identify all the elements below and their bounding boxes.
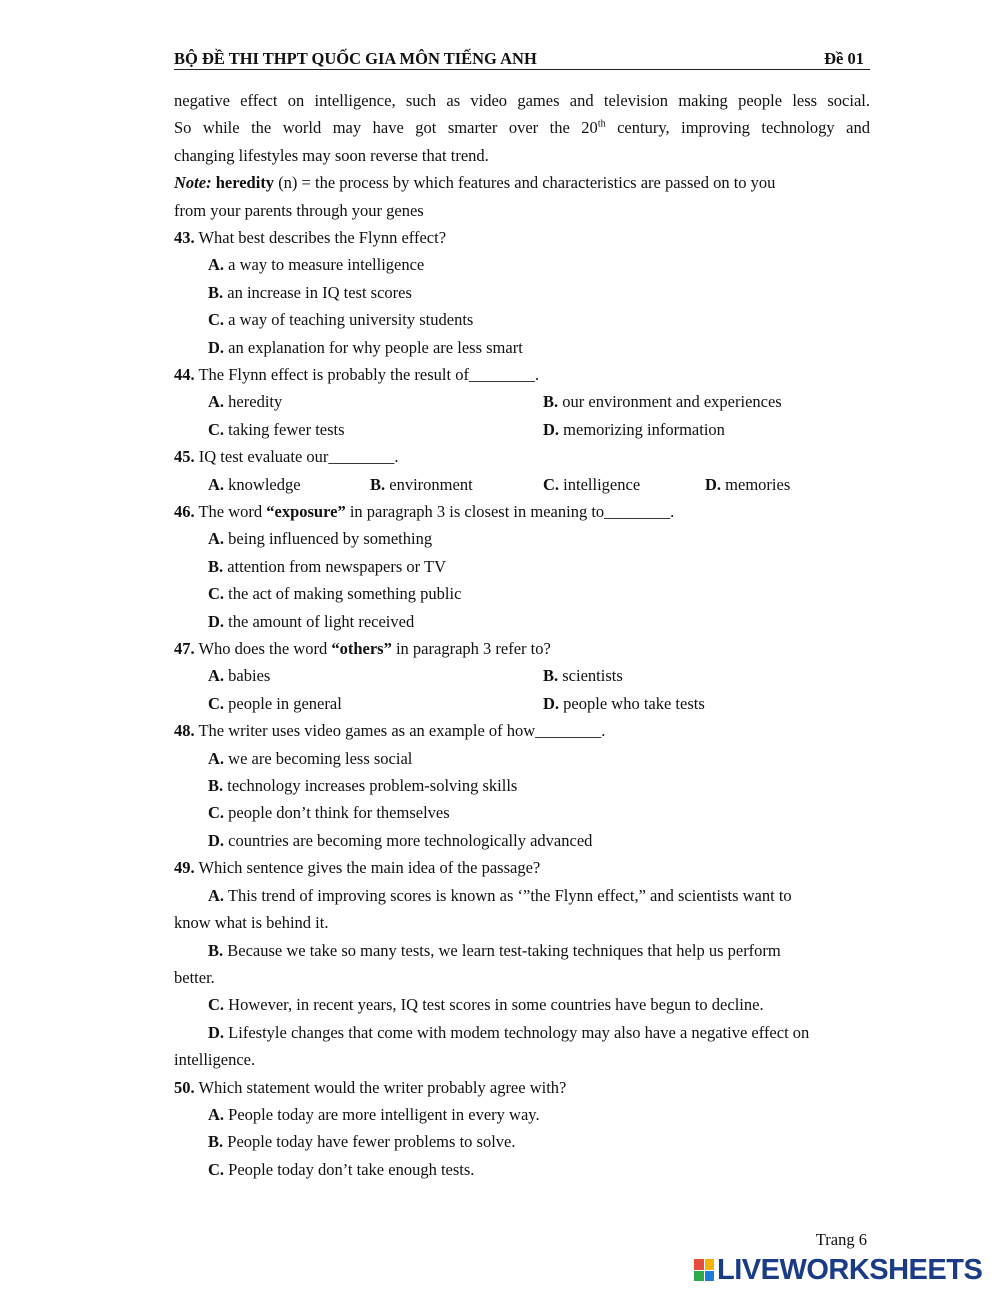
option-49-a[interactable]: A. This trend of improving scores is known as ‘”the Flynn effect,” and scientists want to <box>208 885 792 905</box>
option-48-a[interactable]: A. we are becoming less social <box>208 748 413 768</box>
option-44-d[interactable]: D. memorizing information <box>543 419 725 439</box>
exam-title: BỘ ĐỀ THI THPT QUỐC GIA MÔN TIẾNG ANH <box>174 49 537 68</box>
page-header <box>174 47 870 70</box>
passage-line: So while the world may have got smarter over the 20th century, improving technology and <box>174 118 871 138</box>
option-43-c[interactable]: C. a way of teaching university students <box>208 310 474 330</box>
option-49-d-continued: intelligence. <box>174 1050 256 1070</box>
options-row <box>174 388 870 415</box>
option-43-a[interactable]: A. a way to measure intelligence <box>208 255 425 275</box>
option-44-c[interactable]: C. taking fewer tests <box>208 419 345 439</box>
note: Note: heredity (n) = the process by which features and characteristics are passed on to you <box>174 173 776 193</box>
option-47-b[interactable]: B. scientists <box>543 666 623 686</box>
option-43-b[interactable]: B. an increase in IQ test scores <box>208 282 412 302</box>
option-50-c[interactable]: C. People today don’t take enough tests. <box>208 1159 475 1179</box>
question-47: 47. Who does the word “others” in paragraph 3 refer to? <box>174 639 551 659</box>
option-45-d[interactable]: D. memories <box>705 474 791 494</box>
option-45-c[interactable]: C. intelligence <box>543 474 641 494</box>
exam-code: Đề 01 <box>824 49 864 68</box>
option-46-b[interactable]: B. attention from newspapers or TV <box>208 556 446 576</box>
question-50: 50. Which statement would the writer probably agree with? <box>174 1077 567 1097</box>
option-45-a[interactable]: A. knowledge <box>208 474 301 494</box>
option-49-d[interactable]: D. Lifestyle changes that come with modem technology may also have a negative effect on <box>208 1022 810 1042</box>
liveworksheets-logo[interactable] <box>694 1253 983 1286</box>
passage-line: changing lifestyles may soon reverse that trend. <box>174 145 489 165</box>
liveworksheets-icon <box>694 1259 714 1281</box>
option-48-d[interactable]: D. countries are becoming more technologically advanced <box>208 830 593 850</box>
question-43: 43. What best describes the Flynn effect? <box>174 228 447 248</box>
option-45-b[interactable]: B. environment <box>370 474 473 494</box>
option-46-a[interactable]: A. being influenced by something <box>208 529 433 549</box>
option-44-a[interactable]: A. heredity <box>208 392 283 412</box>
option-46-c[interactable]: C. the act of making something public <box>208 584 462 604</box>
option-49-a-continued: know what is behind it. <box>174 913 329 933</box>
option-49-b[interactable]: B. Because we take so many tests, we learn test-taking techniques that help us perform <box>208 940 781 960</box>
page-number: Trang 6 <box>815 1230 867 1249</box>
option-49-c[interactable]: C. However, in recent years, IQ test scores in some countries have begun to decline. <box>208 995 764 1015</box>
option-46-d[interactable]: D. the amount of light received <box>208 611 415 631</box>
option-43-d[interactable]: D. an explanation for why people are less smart <box>208 337 523 357</box>
option-49-b-continued: better. <box>174 967 215 987</box>
options-row <box>174 662 870 689</box>
brand-name: LIVEWORKSHEETS <box>717 1253 983 1286</box>
question-45: 45. IQ test evaluate our________. <box>174 447 399 467</box>
option-48-c[interactable]: C. people don’t think for themselves <box>208 803 450 823</box>
page-content <box>174 87 870 1183</box>
passage-line: negative effect on intelligence, such as video games and television making people less social. <box>174 91 870 110</box>
option-50-b[interactable]: B. People today have fewer problems to solve. <box>208 1132 516 1152</box>
option-48-b[interactable]: B. technology increases problem-solving skills <box>208 776 518 796</box>
question-49: 49. Which sentence gives the main idea of the passage? <box>174 858 541 878</box>
options-row <box>174 471 870 498</box>
question-44: 44. The Flynn effect is probably the result of________. <box>174 365 540 385</box>
option-47-d[interactable]: D. people who take tests <box>543 693 705 713</box>
option-47-a[interactable]: A. babies <box>208 666 271 686</box>
option-44-b[interactable]: B. our environment and experiences <box>543 392 782 412</box>
options-row <box>174 416 870 443</box>
note-continued: from your parents through your genes <box>174 200 424 220</box>
options-row <box>174 690 870 717</box>
option-47-c[interactable]: C. people in general <box>208 693 342 713</box>
question-46: 46. The word “exposure” in paragraph 3 is closest in meaning to________. <box>174 502 675 522</box>
question-48: 48. The writer uses video games as an example of how________. <box>174 721 606 741</box>
option-50-a[interactable]: A. People today are more intelligent in every way. <box>208 1104 540 1124</box>
